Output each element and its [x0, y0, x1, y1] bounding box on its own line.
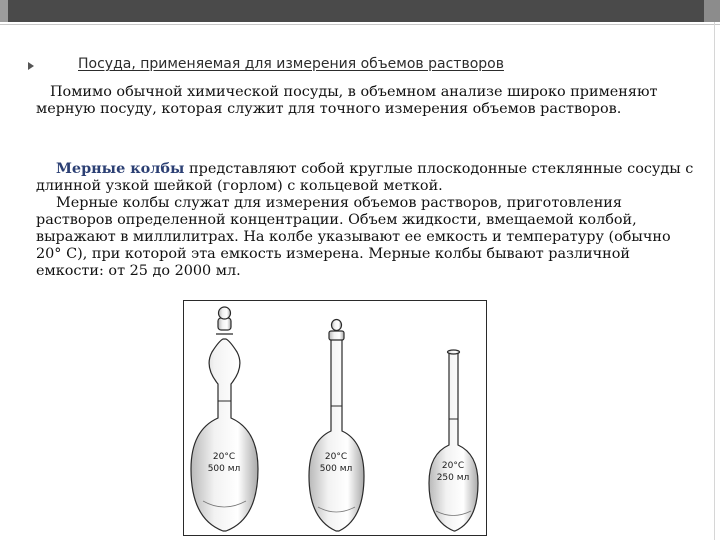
slide-top-rule	[0, 24, 720, 25]
flask-3-temp-label: 20°С	[441, 461, 465, 471]
intro-paragraph: Помимо обычной химической посуды, в объемном анализе широко применяют мерную посуду, которая служит для точного измерения объемов растворов.	[36, 84, 658, 117]
flask-1-icon	[191, 307, 258, 531]
flask-2-icon	[309, 320, 364, 532]
flask-term: Мерные колбы	[56, 160, 185, 177]
flask-1-temp-label: 20°С	[212, 452, 236, 462]
flask-3-volume-label: 250 мл	[436, 473, 470, 483]
slide-top-band-accent-right	[704, 0, 720, 22]
flask-2-temp-label: 20°С	[324, 452, 348, 462]
flask-2-volume-label: 500 мл	[319, 464, 353, 474]
flasks-illustration	[184, 301, 486, 535]
flask-description-paragraph	[36, 160, 696, 280]
flask-usage-text: Мерные колбы служат для измерения объемов растворов, приготовления растворов определенной концентрации. Объем жидкости, вмещаемой колбой, выражают в миллилитрах. На колбе указывают ее емкость и температуру (обычно 20° С), при которой эта емкость измерена. Мерные колбы бывают различной емкости: от 25 до 2000 мл.	[36, 195, 671, 279]
slide-top-band	[0, 0, 720, 22]
flask-description-text: представляют собой круглые плоскодонные стеклянные сосуды с длинной узкой шейкой (горлом) с кольцевой меткой.	[36, 161, 694, 194]
slide-marker-icon	[28, 62, 34, 70]
flask-1-volume-label: 500 мл	[207, 464, 241, 474]
flask-3-icon	[429, 350, 478, 531]
flasks-figure	[183, 300, 487, 536]
slide-top-band-accent-left	[0, 0, 8, 22]
slide-right-rule	[714, 22, 715, 540]
slide-title: Посуда, применяемая для измерения объемов растворов	[78, 56, 504, 72]
